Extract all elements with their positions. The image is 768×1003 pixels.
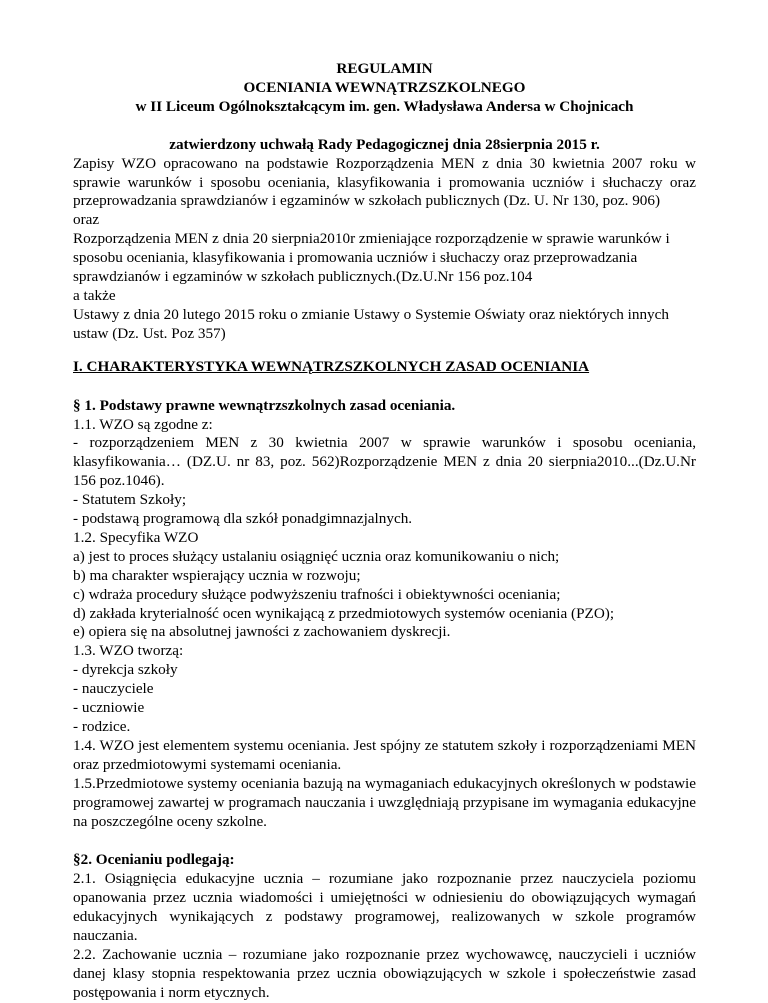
item-1-2-a: a) jest to proces służący ustalaniu osiągnięć ucznia oraz komunikowaniu o nich; (73, 547, 560, 565)
item-1-3-d: - rodzice. (73, 718, 131, 735)
item-1-1-a: - rozporządzeniem MEN z 30 kwietnia 2007 w sprawie warunków i sposobu oceniania, klasyfikowania… (DZ.U. nr 83, poz. 562)Rozporządzenie MEN z dnia 20 sierpnia2010...(Dz.U.Nr 156 poz.1046). (73, 434, 696, 490)
item-1-2: 1.2. Specyfika WZO (73, 528, 199, 546)
item-2-1: 2.1. Osiągnięcia edukacyjne ucznia – rozumiane jako rozpoznanie przez nauczyciela poziomu opanowania przez ucznia wiadomości i umiejętności w odniesieniu do obowiązujących wymagań edukacyjnych wynikających z podstawy programowej, realizowanych w szkole programów nauczania. (73, 870, 696, 945)
item-1-3: 1.3. WZO tworzą: (73, 642, 184, 660)
item-1-2-d: d) zakłada kryterialność ocen wynikającą z przedmiotowych systemów oceniania (PZO); (73, 604, 615, 622)
item-1-3-b: - nauczyciele (73, 680, 154, 698)
intro-oraz: oraz (73, 211, 100, 229)
item-1-1-b: - Statutem Szkoły; (73, 491, 187, 509)
item-1-2-e: e) opiera się na absolutnej jawności z zachowaniem dyskrecji. (73, 623, 451, 641)
section-1-heading: I. CHARAKTERYSTYKA WEWNĄTRZSZKOLNYCH ZASAD OCENIANIA (73, 357, 590, 375)
approval-line: zatwierdzony uchwałą Rady Pedagogicznej dnia 28sierpnia 2015 r. (169, 135, 600, 153)
intro-a-takze: a także (73, 286, 116, 304)
intro-paragraph-3: Ustawy z dnia 20 lutego 2015 roku o zmianie Ustawy o Systemie Oświaty oraz niektórych innych ustaw (Dz. Ust. Poz 357) (73, 305, 669, 342)
item-1-2-c: c) wdraża procedury służące podwyższeniu trafności i obiektywności oceniania; (73, 585, 561, 603)
doc-title-line-3: w II Liceum Ogólnokształcącym im. gen. Władysława Andersa w Chojnicach (135, 97, 634, 115)
item-1-2-b: b) ma charakter wspierający ucznia w rozwoju; (73, 566, 361, 584)
item-1-5: 1.5.Przedmiotowe systemy oceniania bazują na wymaganiach edukacyjnych określonych w podstawie programowej zawartej w programach nauczania i uwzględniają przypisane im wymagania edukacyjne na poszczególne oceny szkolne. (73, 774, 696, 830)
intro-paragraph-2: Rozporządzenia MEN z dnia 20 sierpnia2010r zmieniające rozporządzenie w sprawie warunków i sposobu oceniania, klasyfikowania i promowania uczniów i słuchaczy oraz przeprowadzania sprawdzianów i egzaminów w szkołach publicznych.(Dz.U.Nr 156 poz.104 (73, 230, 670, 286)
intro-paragraph-1: Zapisy WZO opracowano na podstawie Rozporządzenia MEN z dnia 30 kwietnia 2007 roku w sprawie warunków i sposobu oceniania, klasyfikowania i promowania uczniów i słuchaczy oraz przeprowadzania sprawdzianów i egzaminów w szkołach publicznych (Dz. U. Nr 130, poz. 906) (73, 154, 696, 210)
doc-title-line-1: REGULAMIN (336, 60, 433, 77)
item-1-4: 1.4. WZO jest elementem systemu oceniania. Jest spójny ze statutem szkoły i rozporządzeniami MEN oraz przedmiotowymi systemami oceniania. (73, 736, 696, 773)
paragraph-1-heading: § 1. Podstawy prawne wewnątrzszkolnych zasad oceniania. (73, 396, 456, 414)
item-1-1: 1.1. WZO są zgodne z: (73, 415, 213, 433)
item-1-3-a: - dyrekcja szkoły (73, 661, 178, 679)
item-1-3-c: - uczniowie (73, 699, 145, 717)
item-2-2: 2.2. Zachowanie ucznia – rozumiane jako rozpoznanie przez wychowawcę, nauczycieli i uczniów danej klasy stopnia respektowania przez ucznia obowiązujących w szkole i społeczeństwie zasad postępowania i norm etycznych. (73, 945, 696, 1001)
paragraph-2-heading: §2. Ocenianiu podlegają: (73, 851, 235, 869)
item-1-1-c: - podstawą programową dla szkół ponadgimnazjalnych. (73, 510, 413, 528)
doc-title-line-2: OCENIANIA WEWNĄTRZSZKOLNEGO (243, 78, 526, 96)
